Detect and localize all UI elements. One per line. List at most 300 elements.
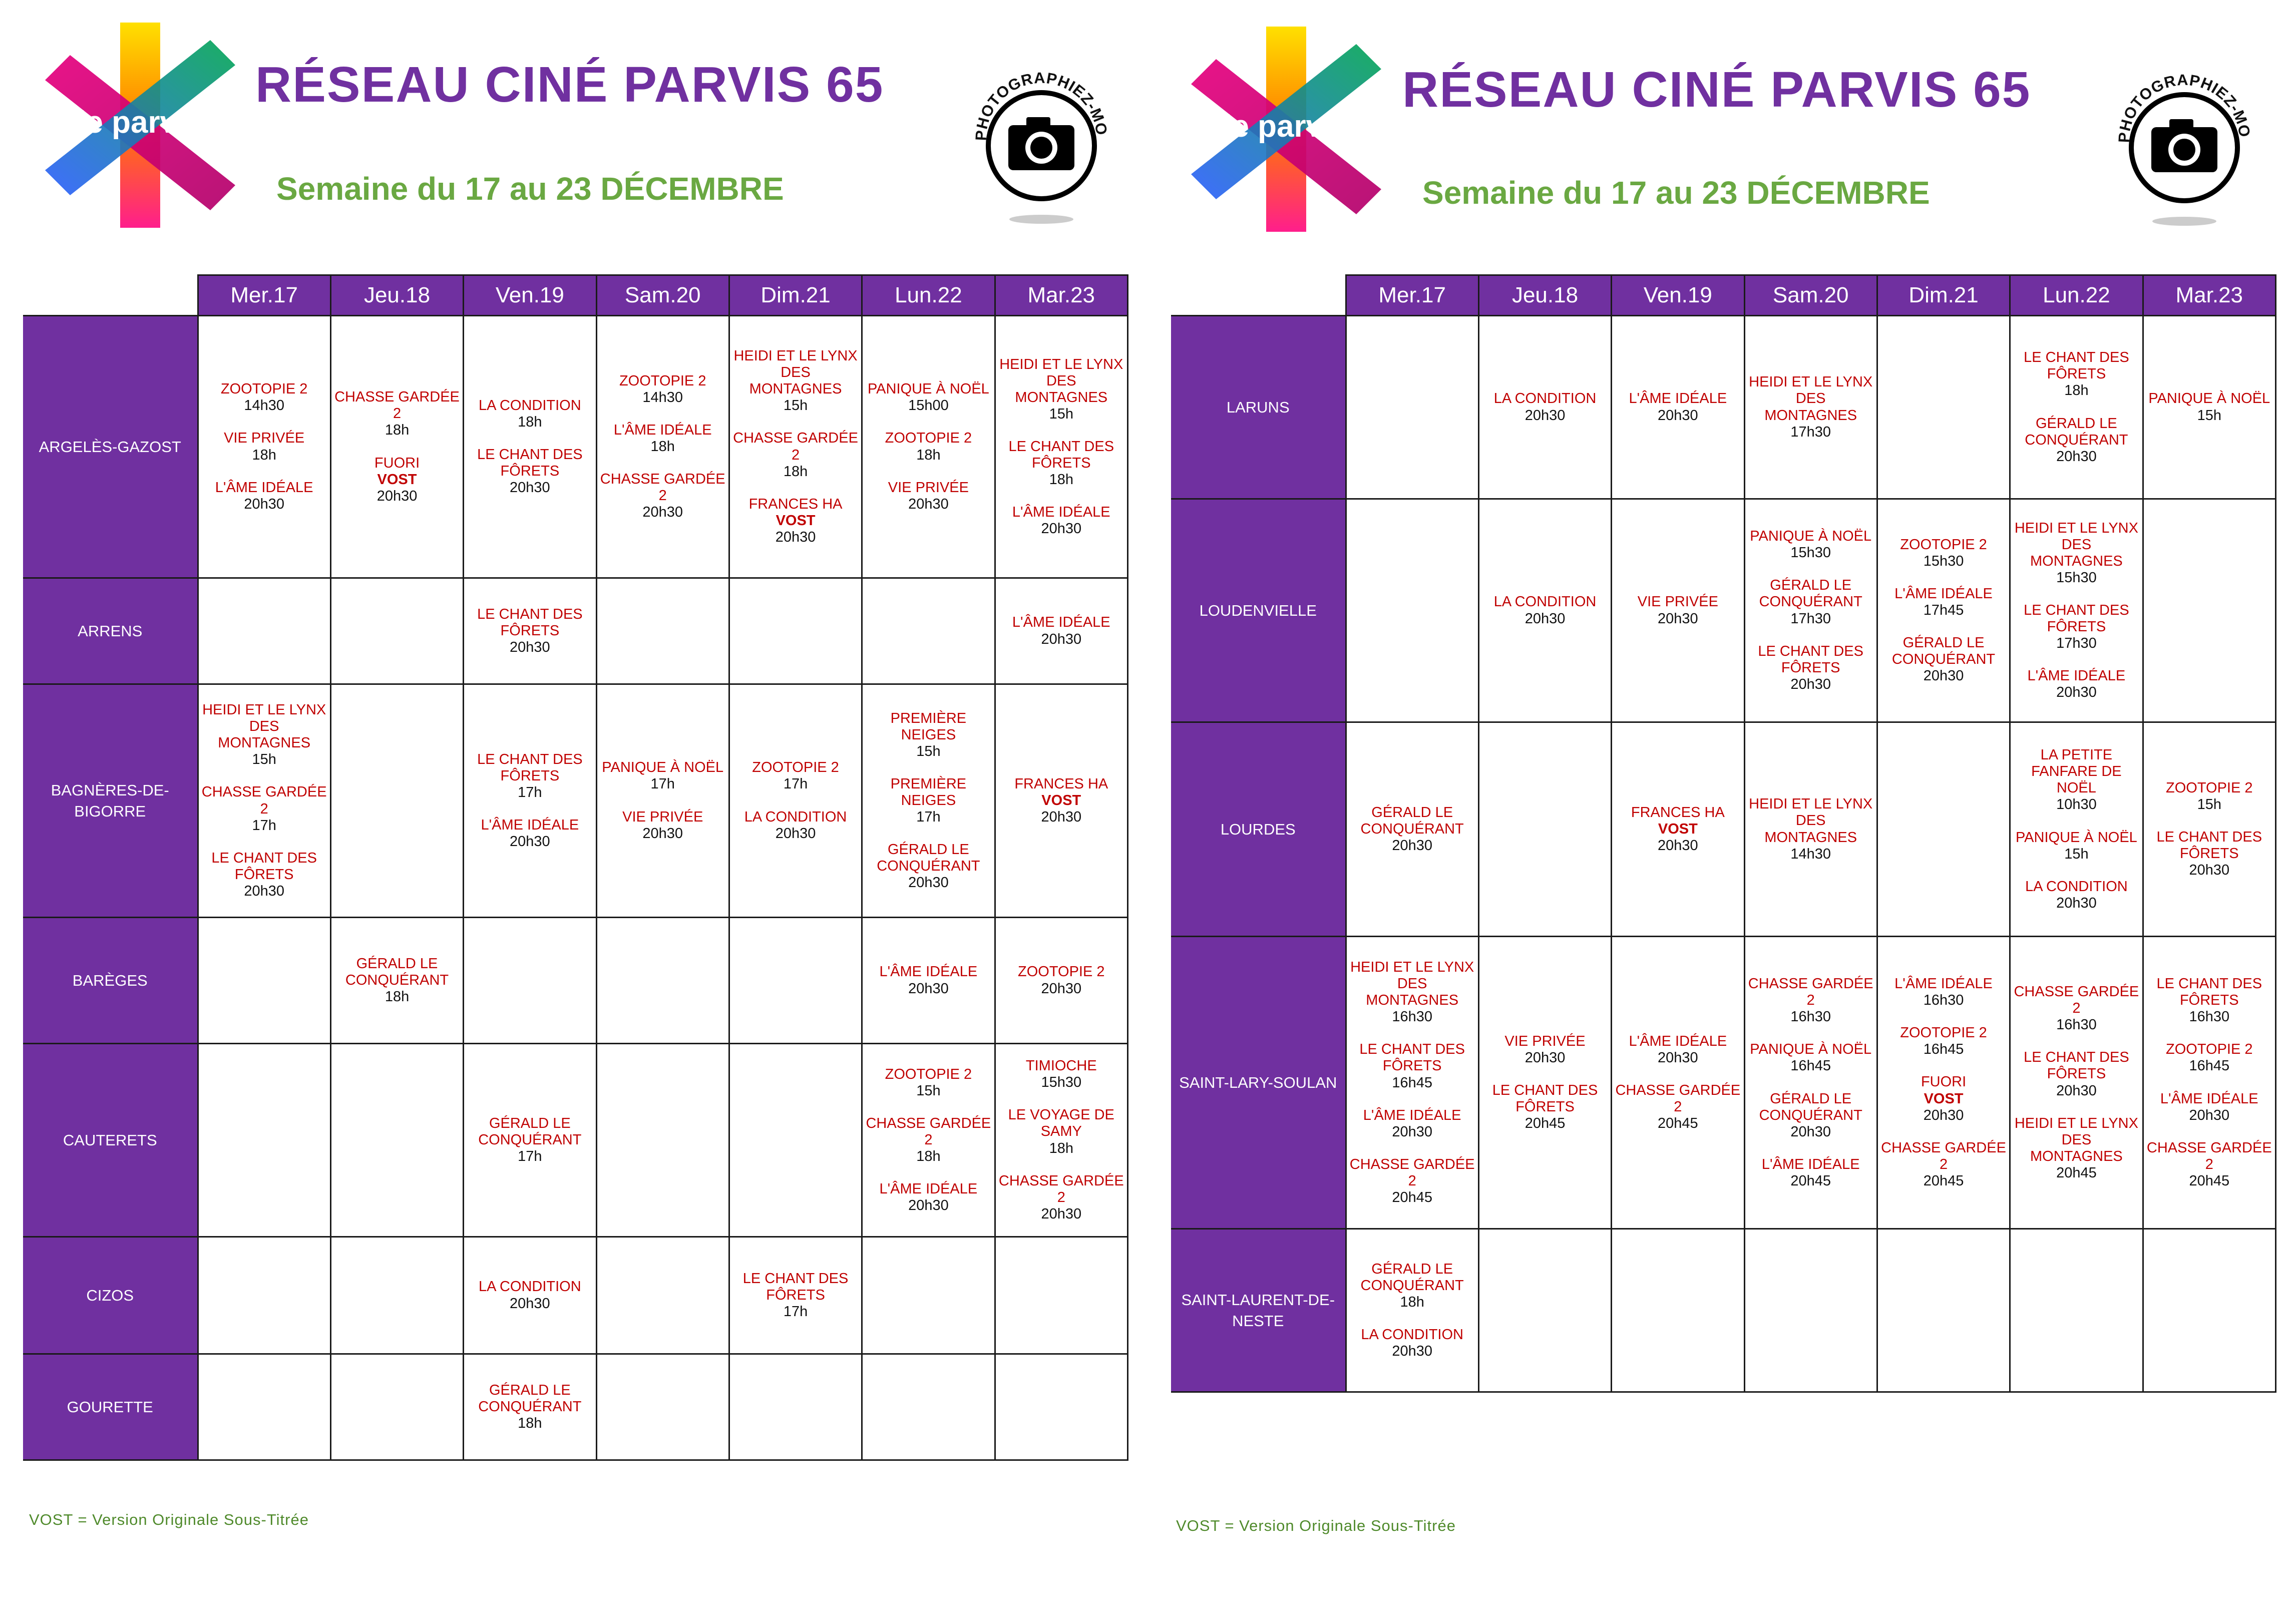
- screening: [1615, 1033, 1740, 1066]
- screening: [1748, 643, 1873, 693]
- screening-time: 17h45: [1923, 602, 1964, 618]
- screening: [866, 842, 991, 891]
- screening-time: 20h30: [908, 980, 949, 997]
- venue-row: [23, 316, 1128, 578]
- venue-row: [23, 684, 1128, 918]
- schedule-cell: [596, 684, 729, 918]
- film-title: GÉRALD LE CONQUÉRANT: [2025, 415, 2128, 448]
- schedule-cell: [1612, 1229, 1744, 1392]
- screening: [999, 776, 1124, 826]
- screening: [1748, 374, 1873, 440]
- film-title: LE CHANT DES FÔRETS: [2024, 349, 2129, 382]
- schedule-cell: [1744, 937, 1877, 1229]
- venue-row: [1171, 722, 2276, 937]
- film-title: HEIDI ET LE LYNX DES MONTAGNES: [733, 348, 858, 397]
- vost-tag: VOST: [377, 471, 417, 488]
- schedule-cell: [729, 684, 862, 918]
- screening-time: 20h30: [1658, 1049, 1698, 1066]
- schedule-cell: [464, 1237, 596, 1354]
- screening-time: 20h30: [510, 639, 550, 656]
- screening: [467, 751, 592, 801]
- film-title: LE CHANT DES FÔRETS: [742, 1270, 849, 1303]
- screening-time: 17h: [783, 1304, 808, 1320]
- screening: [202, 702, 327, 768]
- film-title: LE CHANT DES FÔRETS: [211, 850, 317, 883]
- schedule-cell: [2143, 1229, 2275, 1392]
- schedule-cell: [862, 1354, 995, 1460]
- screening: [202, 480, 327, 513]
- film-title: PANIQUE À NOËL: [1750, 528, 1872, 545]
- film-title: LE CHANT DES FÔRETS: [2156, 976, 2262, 1009]
- schedule-cell: [464, 684, 596, 918]
- film-title: LE CHANT DES FÔRETS: [477, 751, 583, 784]
- logo-text: le parvis: [1223, 109, 1349, 144]
- screening-time: 20h30: [1658, 610, 1698, 627]
- screening: [600, 422, 725, 455]
- film-title: LA CONDITION: [744, 808, 847, 825]
- film-title: GÉRALD LE CONQUÉRANT: [478, 1115, 582, 1148]
- screening: [467, 817, 592, 850]
- schedule-cell: [330, 1044, 463, 1237]
- film-title: LE CHANT DES FÔRETS: [1492, 1082, 1598, 1115]
- screening-time: 20h30: [244, 496, 284, 512]
- film-title: FRANCES HA: [1631, 804, 1725, 821]
- schedule-cell: [995, 1354, 1127, 1460]
- schedule-cell: [729, 1237, 862, 1354]
- screening-time: 20h30: [1041, 1205, 1082, 1222]
- screening: [467, 1279, 592, 1312]
- schedule-cell: [995, 684, 1127, 918]
- screening-time: 15h: [916, 743, 941, 759]
- screening-time: 15h: [252, 751, 276, 768]
- film-title: GÉRALD LE CONQUÉRANT: [1759, 1090, 1862, 1123]
- film-title: L'ÂME IDÉALE: [879, 1181, 978, 1197]
- film-title: HEIDI ET LE LYNX DES MONTAGNES: [2014, 520, 2138, 569]
- le-parvis-logo: [35, 20, 245, 230]
- screening-time: 20h30: [2056, 684, 2097, 701]
- film-title: PREMIÈRE NEIGES: [890, 775, 967, 808]
- film-title: ZOOTOPIE 2: [1900, 1025, 1987, 1041]
- screening: [1881, 976, 2006, 1009]
- venue-row: [23, 1354, 1128, 1460]
- screening-time: 16h45: [1392, 1074, 1432, 1091]
- screening: [1482, 1082, 1608, 1132]
- schedule-cell: [1877, 722, 2010, 937]
- screening: [866, 1115, 991, 1165]
- schedule-cell: [995, 578, 1127, 684]
- film-title: PANIQUE À NOËL: [1750, 1041, 1872, 1058]
- screening-time: 15h30: [1790, 545, 1831, 561]
- film-title: ZOOTOPIE 2: [619, 372, 706, 389]
- day-header: Jeu.18: [1478, 275, 1611, 316]
- schedule-cell: [330, 578, 463, 684]
- screening-time: 14h30: [642, 389, 683, 405]
- film-title: GÉRALD LE CONQUÉRANT: [877, 842, 980, 875]
- screening-time: 15h: [783, 397, 808, 414]
- screening-time: 20h30: [1041, 809, 1082, 826]
- film-title: CHASSE GARDÉE 2: [998, 1172, 1124, 1205]
- screening-time: 18h: [650, 438, 675, 455]
- film-title: LE CHANT DES FÔRETS: [1359, 1041, 1465, 1074]
- day-header: Sam.20: [1744, 275, 1877, 316]
- screening-time: 20h30: [510, 834, 550, 850]
- screening: [2147, 976, 2272, 1025]
- screening-time: 18h: [2064, 382, 2089, 399]
- schedule-cell: [1346, 499, 1478, 722]
- film-title: CHASSE GARDÉE 2: [1615, 1082, 1741, 1115]
- screening-time: 15h: [916, 1082, 941, 1099]
- logo-text: le parvis: [77, 105, 203, 140]
- screening: [1748, 1091, 1873, 1140]
- film-title: LE CHANT DES FÔRETS: [2156, 829, 2262, 862]
- screening-time: 20h45: [1392, 1189, 1432, 1205]
- screening-time: 17h: [916, 809, 941, 826]
- venue-name: BAGNÈRES-DE-BIGORRE: [23, 684, 198, 918]
- film-title: HEIDI ET LE LYNX DES MONTAGNES: [1749, 374, 1873, 424]
- schedule-cell: [1346, 937, 1478, 1229]
- film-title: CHASSE GARDÉE 2: [1748, 976, 1873, 1009]
- screening-time: 14h30: [244, 397, 284, 414]
- schedule-cell: [2143, 499, 2275, 722]
- film-title: LA CONDITION: [479, 1279, 581, 1295]
- film-title: LA CONDITION: [1493, 390, 1597, 407]
- schedule-cell: [1612, 499, 1744, 722]
- venue-name: CAUTERETS: [23, 1044, 198, 1237]
- week-subtitle: Semaine du 17 au 23 DÉCEMBRE: [1422, 175, 1930, 211]
- screening: [999, 356, 1124, 423]
- screening: [600, 373, 725, 406]
- screening: [866, 430, 991, 463]
- schedule-cell: [995, 918, 1127, 1044]
- screening-time: 17h: [650, 776, 675, 792]
- schedule-cell: [1478, 316, 1611, 499]
- schedule-cell: [1877, 937, 2010, 1229]
- film-title: L'ÂME IDÉALE: [1012, 504, 1110, 521]
- screening-time: 16h30: [1790, 1009, 1831, 1025]
- film-title: FUORI: [1921, 1074, 1967, 1090]
- schedule-cell: [198, 316, 330, 578]
- day-header: Lun.22: [862, 275, 995, 316]
- screening: [2014, 349, 2139, 399]
- schedule-cell: [862, 684, 995, 918]
- screening-time: 20h30: [2056, 895, 2097, 911]
- schedule-cell: [2010, 937, 2143, 1229]
- screening: [334, 389, 460, 439]
- schedule-cell: [596, 1354, 729, 1460]
- film-title: GÉRALD LE CONQUÉRANT: [1891, 635, 1996, 668]
- film-title: ZOOTOPIE 2: [885, 430, 972, 447]
- screening-time: 20h30: [2189, 1107, 2230, 1123]
- screening-time: 17h: [518, 1148, 542, 1165]
- screening-time: 16h45: [1923, 1041, 1964, 1058]
- schedule-cell: [1744, 316, 1877, 499]
- screening: [999, 504, 1124, 537]
- screening-time: 20h30: [642, 825, 683, 842]
- film-title: CHASSE GARDÉE 2: [1881, 1139, 2006, 1172]
- schedule-cell: [198, 1237, 330, 1354]
- film-title: LE CHANT DES FÔRETS: [477, 446, 583, 480]
- day-header: Mar.23: [2143, 275, 2275, 316]
- day-header: Dim.21: [1877, 275, 2010, 316]
- screening: [1881, 537, 2006, 570]
- venue-name: LOUDENVIELLE: [1171, 499, 1346, 722]
- day-header: Mar.23: [995, 275, 1127, 316]
- screening: [1615, 594, 1740, 627]
- film-title: PANIQUE À NOËL: [2015, 829, 2137, 846]
- schedule-cell: [2143, 937, 2275, 1229]
- screening: [2014, 1049, 2139, 1099]
- venue-row: [1171, 1229, 2276, 1392]
- screening-time: 14h30: [1790, 846, 1831, 862]
- schedule-cell: [330, 684, 463, 918]
- schedule-cell: [464, 578, 596, 684]
- photographiez-moi-badge: [966, 63, 1116, 228]
- screening-time: 20h45: [1658, 1115, 1698, 1132]
- screening: [1350, 1156, 1475, 1206]
- venue-name: CIZOS: [23, 1237, 198, 1354]
- film-title: LA CONDITION: [2025, 878, 2128, 895]
- screening: [1615, 804, 1740, 854]
- schedule-table: [1171, 274, 2276, 1393]
- schedule-cell: [2010, 499, 2143, 722]
- screening: [2014, 520, 2139, 586]
- film-title: HEIDI ET LE LYNX DES MONTAGNES: [1350, 959, 1474, 1009]
- screening: [202, 430, 327, 463]
- screening: [2014, 879, 2139, 912]
- venue-name: LOURDES: [1171, 722, 1346, 937]
- screening-time: 16h30: [1923, 992, 1964, 1009]
- schedule-cell: [2010, 722, 2143, 937]
- screening: [866, 710, 991, 760]
- schedule-cell: [330, 1354, 463, 1460]
- film-title: GÉRALD LE CONQUÉRANT: [1360, 804, 1464, 837]
- film-title: GÉRALD LE CONQUÉRANT: [1360, 1261, 1464, 1294]
- film-title: L'ÂME IDÉALE: [481, 817, 579, 834]
- film-title: LE CHANT DES FÔRETS: [2024, 602, 2129, 635]
- film-title: CHASSE GARDÉE 2: [334, 389, 460, 422]
- film-title: LA CONDITION: [479, 397, 581, 414]
- schedule-cell: [862, 1044, 995, 1237]
- venue-row: [23, 918, 1128, 1044]
- screening-time: 20h30: [1524, 407, 1566, 424]
- venue-row: [23, 578, 1128, 684]
- screening-time: 15h: [2064, 846, 2089, 862]
- screening: [467, 397, 592, 431]
- screening-time: 18h: [518, 1415, 542, 1432]
- screening-time: 20h30: [2189, 862, 2230, 879]
- page-title: RÉSEAU CINÉ PARVIS 65: [1402, 62, 2031, 118]
- film-title: GÉRALD LE CONQUÉRANT: [345, 955, 449, 988]
- screening: [600, 471, 725, 521]
- film-title: LE CHANT DES FÔRETS: [477, 606, 583, 639]
- screening-time: 20h45: [1790, 1172, 1831, 1189]
- screening: [866, 964, 991, 997]
- schedule-cell: [596, 578, 729, 684]
- screening: [866, 1181, 991, 1214]
- film-title: GÉRALD LE CONQUÉRANT: [1759, 577, 1862, 610]
- screening: [2147, 780, 2272, 813]
- week-subtitle: Semaine du 17 au 23 DÉCEMBRE: [276, 171, 784, 207]
- screening: [999, 1107, 1124, 1156]
- schedule-cell: [330, 316, 463, 578]
- screening: [1881, 635, 2006, 684]
- venue-name: ARGELÈS-GAZOST: [23, 316, 198, 578]
- film-title: PREMIÈRE NEIGES: [890, 710, 967, 743]
- schedule-cell: [862, 316, 995, 578]
- screening: [1748, 976, 1873, 1025]
- venue-name: SAINT-LAURENT-DE-NESTE: [1171, 1229, 1346, 1392]
- film-title: L'ÂME IDÉALE: [1894, 585, 1993, 602]
- screening: [334, 956, 460, 1005]
- schedule-cell: [198, 918, 330, 1044]
- schedule-cell: [862, 1237, 995, 1354]
- screening-time: 20h30: [2056, 1082, 2097, 1099]
- screening: [2014, 984, 2139, 1033]
- screening: [1350, 804, 1475, 854]
- schedule-cell: [862, 578, 995, 684]
- screening-time: 20h30: [1041, 980, 1082, 997]
- day-header: Lun.22: [2010, 275, 2143, 316]
- schedule-cell: [464, 1354, 596, 1460]
- schedule-cell: [729, 918, 862, 1044]
- schedule-cell: [2143, 316, 2275, 499]
- screening: [202, 381, 327, 414]
- film-title: HEIDI ET LE LYNX DES MONTAGNES: [202, 702, 326, 751]
- schedule-cell: [464, 1044, 596, 1237]
- schedule-cell: [464, 316, 596, 578]
- vost-footnote: VOST = Version Originale Sous-Titrée: [29, 1511, 309, 1528]
- screening-time: 20h45: [1923, 1172, 1964, 1189]
- film-title: CHASSE GARDÉE 2: [600, 471, 725, 504]
- film-title: LA CONDITION: [1361, 1327, 1463, 1343]
- film-title: TIMIOCHE: [1025, 1058, 1097, 1074]
- screening-time: 10h30: [2056, 796, 2097, 813]
- venue-row: [1171, 316, 2276, 499]
- schedule-cell: [729, 1044, 862, 1237]
- screening-time: 20h30: [510, 1295, 550, 1312]
- screening-time: 20h30: [908, 1197, 949, 1214]
- screening-time: 17h: [783, 776, 808, 792]
- screening: [733, 809, 858, 842]
- screening-time: 15h: [2197, 407, 2221, 424]
- screening-time: 17h30: [2056, 635, 2097, 652]
- screening: [1482, 390, 1608, 424]
- screening-time: 15h30: [1923, 553, 1964, 569]
- schedule-cell: [1744, 722, 1877, 937]
- film-title: L'ÂME IDÉALE: [1894, 976, 1993, 992]
- venue-name: GOURETTE: [23, 1354, 198, 1460]
- film-title: CHASSE GARDÉE 2: [2014, 984, 2139, 1017]
- screening: [467, 606, 592, 656]
- screening: [1748, 796, 1873, 862]
- day-header: Ven.19: [464, 275, 596, 316]
- vost-tag: VOST: [1924, 1090, 1964, 1107]
- schedule-cell: [729, 1354, 862, 1460]
- corner-cell: [23, 275, 198, 316]
- film-title: ZOOTOPIE 2: [1018, 964, 1105, 980]
- screening: [2014, 830, 2139, 863]
- screening: [334, 455, 460, 505]
- film-title: ZOOTOPIE 2: [2166, 779, 2253, 796]
- film-title: FUORI: [374, 455, 420, 471]
- schedule-cell: [596, 918, 729, 1044]
- film-title: VIE PRIVÉE: [888, 479, 969, 496]
- screening: [2147, 1041, 2272, 1074]
- schedule-cell: [1877, 316, 2010, 499]
- schedule-cell: [198, 578, 330, 684]
- screening-time: 20h30: [1923, 668, 1964, 684]
- screening: [999, 614, 1124, 647]
- screening: [202, 784, 327, 834]
- schedule-cell: [1612, 937, 1744, 1229]
- schedule-cell: [995, 1044, 1127, 1237]
- schedule-cell: [729, 578, 862, 684]
- schedule-cell: [1478, 722, 1611, 937]
- film-title: L'ÂME IDÉALE: [879, 964, 978, 980]
- screening-time: 16h45: [1790, 1058, 1831, 1074]
- screening: [1482, 1033, 1608, 1066]
- screening-time: 15h30: [1041, 1074, 1082, 1091]
- film-title: CHASSE GARDÉE 2: [201, 784, 327, 817]
- screening: [733, 430, 858, 480]
- film-title: L'ÂME IDÉALE: [1012, 614, 1110, 631]
- film-title: HEIDI ET LE LYNX DES MONTAGNES: [999, 356, 1123, 405]
- screening-time: 15h00: [908, 397, 949, 414]
- vost-tag: VOST: [1658, 821, 1698, 837]
- camera-icon: [2109, 65, 2259, 230]
- schedule-cell: [198, 1044, 330, 1237]
- schedule-cell: [995, 316, 1127, 578]
- screening-time: 17h: [252, 817, 276, 834]
- screening-time: 20h30: [244, 883, 284, 899]
- screening: [1881, 586, 2006, 619]
- le-parvis-logo-icon: [35, 20, 245, 230]
- screening-time: 18h: [916, 1148, 941, 1165]
- screening: [2147, 829, 2272, 879]
- film-title: L'ÂME IDÉALE: [1363, 1107, 1461, 1123]
- film-title: VIE PRIVÉE: [622, 808, 703, 825]
- screening: [2014, 602, 2139, 652]
- badge-text: PHOTOGRAPHIEZ-MO: [2115, 71, 2254, 143]
- screening-time: 15h: [2197, 796, 2221, 813]
- screening: [2147, 390, 2272, 424]
- screening-time: 18h: [916, 447, 941, 463]
- schedule-cell: [1744, 1229, 1877, 1392]
- badge-text: PHOTOGRAPHIEZ-MO: [972, 69, 1111, 141]
- schedule-cell: [1346, 1229, 1478, 1392]
- screening: [866, 1066, 991, 1099]
- screening-time: 18h: [518, 414, 542, 430]
- film-title: L'ÂME IDÉALE: [215, 479, 313, 496]
- screening-time: 20h30: [376, 488, 418, 504]
- screening: [2014, 416, 2139, 465]
- film-title: LE CHANT DES FÔRETS: [1758, 643, 1863, 676]
- screening: [1615, 390, 1740, 424]
- film-title: ZOOTOPIE 2: [885, 1066, 972, 1082]
- screening: [1748, 577, 1873, 627]
- screening: [600, 759, 725, 792]
- screening-time: 18h: [252, 447, 276, 463]
- film-title: L'ÂME IDÉALE: [1629, 1033, 1727, 1049]
- screening: [1881, 1025, 2006, 1058]
- film-title: L'ÂME IDÉALE: [613, 422, 712, 438]
- schedule-cell: [1478, 1229, 1611, 1392]
- film-title: ZOOTOPIE 2: [2166, 1041, 2253, 1058]
- screening-time: 15h30: [2056, 569, 2097, 586]
- screening-time: 20h30: [1041, 521, 1082, 537]
- screening-time: 20h30: [1392, 838, 1432, 854]
- venue-row: [23, 1044, 1128, 1237]
